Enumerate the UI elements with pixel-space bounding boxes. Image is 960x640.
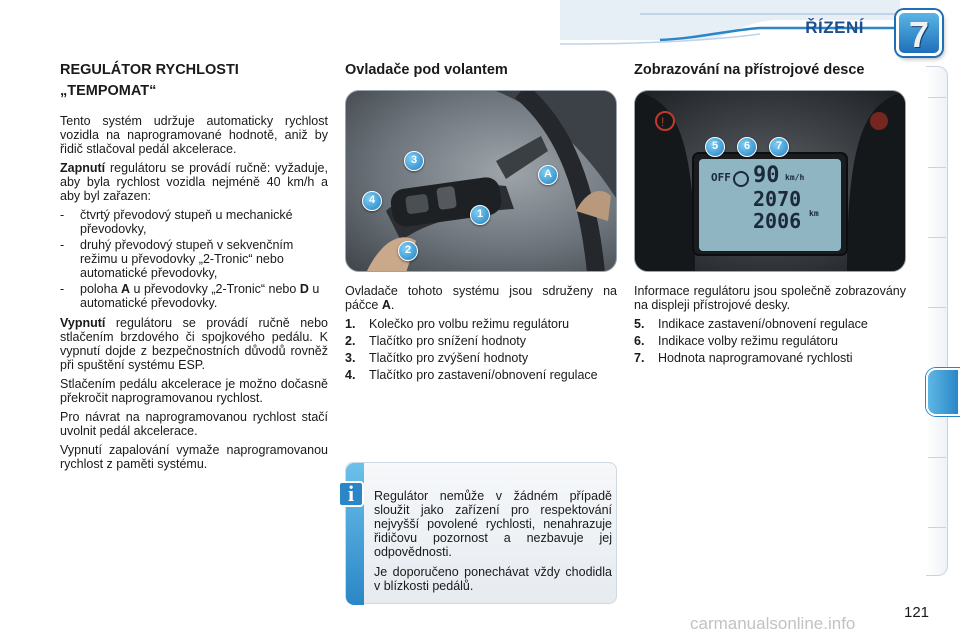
- svg-text:!: !: [661, 115, 665, 129]
- stalk-photo: [345, 90, 617, 272]
- lcd-odometer-unit: km: [809, 209, 819, 218]
- lcd-odometer-2: 2006: [753, 209, 802, 233]
- engage-conditions-list: [60, 208, 328, 310]
- stalk-illustration: [346, 91, 617, 272]
- list-item: 4. Tlačítko pro zastavení/obnovení regulace: [345, 368, 598, 382]
- lcd-off-label: OFF: [711, 171, 731, 184]
- callout-a: A: [538, 165, 558, 185]
- disengage-term: Vypnutí: [60, 316, 106, 330]
- engage-paragraph: [60, 161, 328, 203]
- active-chapter-tab: [926, 368, 960, 416]
- display-list: [634, 317, 906, 365]
- header-band: [0, 0, 960, 48]
- accelerator-paragraph: Stlačením pedálu akcelerace je možno dočasně překročit naprogramovanou rychlost.: [60, 377, 328, 405]
- tab-notch: [928, 457, 946, 458]
- info-paragraph-1: Regulátor nemůže v žádném případě sloužit jako zařízení pro respektování nejvyšší povolené rychlosti, nenahrazuje řidičovu pozornost a nezbavuje jej odpovědnosti.: [374, 489, 612, 559]
- ignition-off-paragraph: Vypnutí zapalování vymaže naprogramovanou rychlost z paměti systému.: [60, 443, 328, 471]
- disengage-paragraph: Vypnutí regulátoru se provádí ručně nebo stlačením brzdového či spojkového pedálu. K vypnutí dojde z bezpečnostních důvodů rovněž při spuštění systému ESP.: [60, 316, 328, 372]
- column-controls: [345, 60, 617, 91]
- chapter-badge: [896, 10, 942, 56]
- callout-5: 5: [705, 137, 725, 157]
- tab-notch: [928, 237, 946, 238]
- info-paragraph-2: Je doporučeno ponechávat vždy chodidla v blízkosti pedálů.: [374, 565, 612, 593]
- callout-2: 2: [398, 241, 418, 261]
- page-number: 121: [904, 604, 930, 621]
- callout-3: 3: [404, 151, 424, 171]
- list-item: 5. Indikace zastavení/obnovení regulace: [634, 317, 868, 331]
- callout-7: 7: [769, 137, 789, 157]
- callout-4: 4: [362, 191, 382, 211]
- chapter-tab-strip: [926, 66, 948, 576]
- dashboard-photo: [634, 90, 906, 272]
- list-item: 7. Hodnota naprogramované rychlosti: [634, 351, 853, 365]
- list-item: - čtvrtý převodový stupeň u mechanické převodovky,: [60, 208, 293, 236]
- info-box: [345, 462, 617, 604]
- section-heading-controls: Ovladače pod volantem: [345, 62, 508, 78]
- lcd-speed-unit: km/h: [785, 173, 805, 182]
- column-cruise-control: [60, 60, 328, 476]
- engage-term: Zapnutí: [60, 161, 106, 175]
- chapter-title: ŘÍZENÍ: [805, 18, 864, 37]
- column-display-text: [634, 284, 906, 368]
- info-icon: i: [338, 481, 364, 507]
- info-text: [374, 489, 612, 599]
- tab-notch: [928, 527, 946, 528]
- list-item: - poloha A u převodovky „2-Tronic“ nebo D u automatické převodovky.: [60, 282, 320, 310]
- column-controls-text: [345, 284, 617, 385]
- engage-text: regulátoru se provádí ručně: vyžaduje, aby byla rychlost vozidla nejméně 40 km/h a aby byl zařazen:: [60, 161, 328, 203]
- lcd-odometer-1: 2070: [753, 187, 802, 211]
- list-item: 2. Tlačítko pro snížení hodnoty: [345, 334, 527, 348]
- tab-notch: [928, 167, 946, 168]
- callout-1: 1: [470, 205, 490, 225]
- list-item: 6. Indikace volby režimu regulátoru: [634, 334, 838, 348]
- list-item: 1. Kolečko pro volbu režimu regulátoru: [345, 317, 570, 331]
- chapter-number: 7: [908, 14, 930, 55]
- display-intro: Informace regulátoru jsou společně zobrazovány na displeji přístrojové desky.: [634, 284, 906, 312]
- tab-notch: [928, 307, 946, 308]
- page-title: REGULÁTOR RYCHLOSTI „TEMPOMAT“: [60, 62, 239, 99]
- section-heading-display: Zobrazování na přístrojové desce: [634, 62, 865, 78]
- intro-paragraph: Tento systém udržuje automaticky rychlost vozidla na naprogramované hodnotě, aniž by řidič stlačoval pedál akcelerace.: [60, 114, 328, 156]
- list-item: 3. Tlačítko pro zvýšení hodnoty: [345, 351, 529, 365]
- callout-6: 6: [737, 137, 757, 157]
- lcd-speed: 90: [753, 163, 780, 188]
- controls-list: [345, 317, 617, 382]
- list-item: - druhý převodový stupeň v sekvenčním režimu u převodovky „2-Tronic“ nebo automatické převodovky,: [60, 238, 294, 280]
- watermark: carmanualsonline.info: [690, 614, 856, 633]
- column-display: [634, 60, 906, 91]
- controls-intro: Ovladače tohoto systému jsou sdruženy na páčce A.: [345, 284, 617, 312]
- return-paragraph: Pro návrat na naprogramovanou rychlost stačí uvolnit pedál akcelerace.: [60, 410, 328, 438]
- tab-notch: [928, 97, 946, 98]
